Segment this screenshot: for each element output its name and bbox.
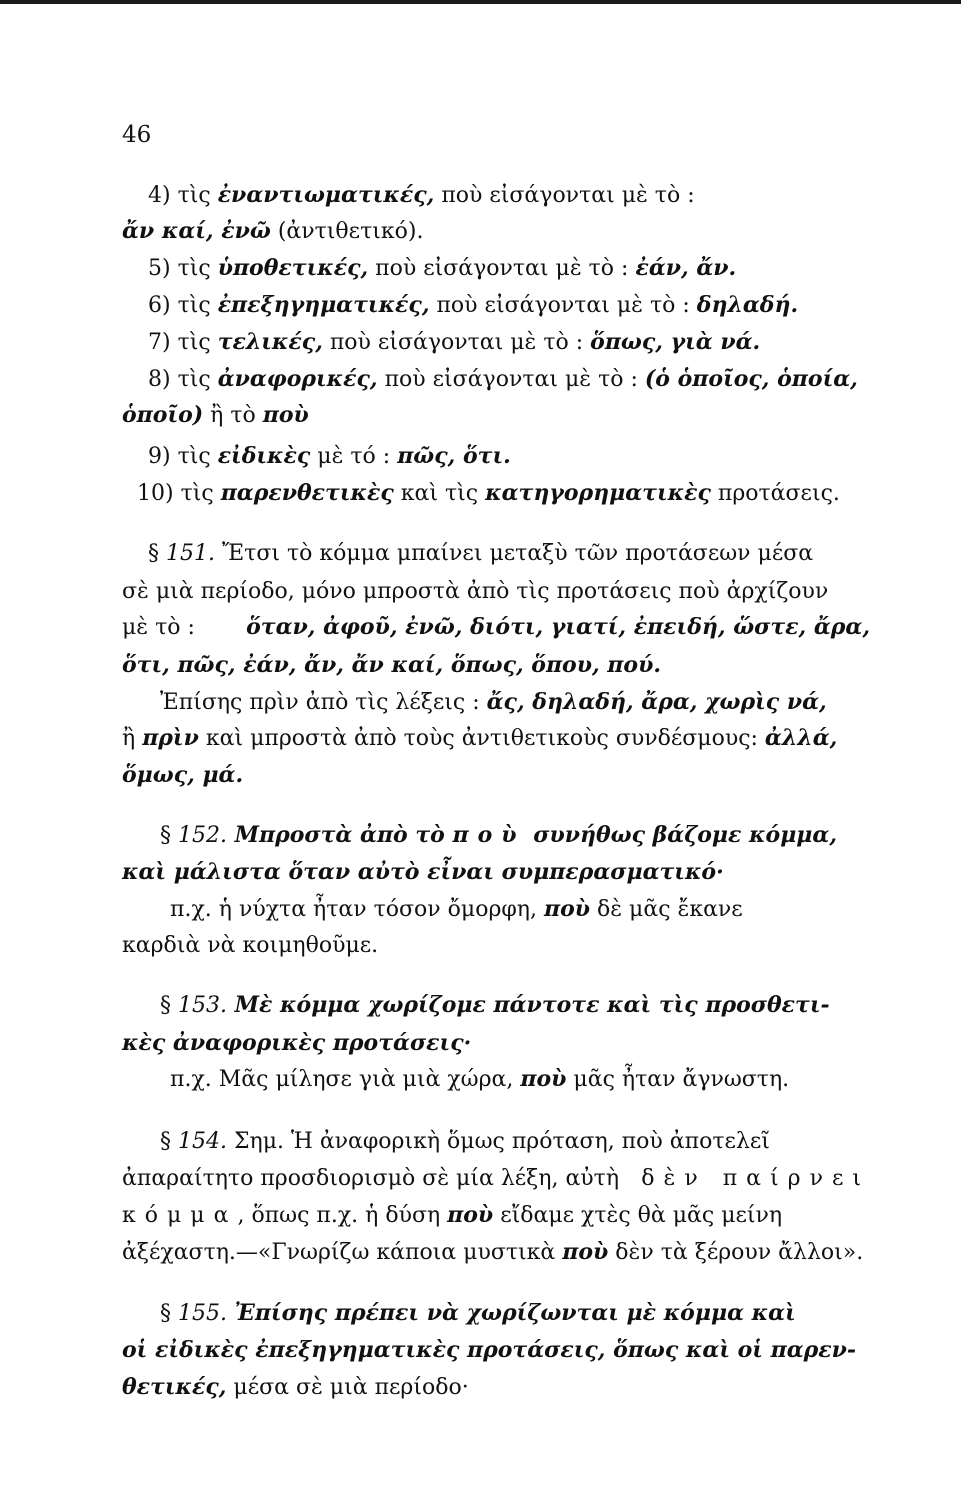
line-18: καὶ μάλιστα ὅταν αὐτὸ εἶναι συμπερασματικό·	[122, 859, 724, 885]
line-11: σὲ μιὰ περίοδο, μόνο μπροστὰ ἀπὸ τὶς προτάσεις ποὺ ἀρχίζουν	[122, 579, 829, 604]
line-12: μὲ τὸ : ὅταν, ἀφοῦ, ἐνῶ, διότι, γιατί, ἐπειδή, ὥστε, ἄρα,	[122, 614, 870, 640]
line-29: οἱ εἰδικὲς ἐπεξηγηματικὲς προτάσεις, ὅπως καὶ οἱ παρεν-	[122, 1337, 857, 1363]
line-26: κόμμα, ὅπως π.χ. ἡ δύση ποὺ εἴδαμε χτὲς θὰ μᾶς μείνη	[122, 1202, 783, 1228]
line-15: ἢ πρὶν καὶ μπροστὰ ἀπὸ τοὺς ἀντιθετικοὺς συνδέσμους: ἀλλά,	[122, 725, 838, 751]
line-2: ἄν καί, ἐνῶ (ἀντιθετικό).	[122, 218, 424, 244]
line-4: 6) τὶς ἐπεξηγηματικές, ποὺ εἰσάγονται μὲ τὸ : δηλαδή.	[148, 292, 799, 318]
page-top-edge	[0, 0, 961, 4]
line-23: π.χ. Μᾶς μίλησε γιὰ μιὰ χώρα, ποὺ μᾶς ἦταν ἄγνωστη.	[170, 1066, 790, 1092]
line-30: θετικές, μέσα σὲ μιὰ περίοδο·	[122, 1374, 469, 1400]
line-1: 4) τὶς ἐναντιωματικές, ποὺ εἰσάγονται μὲ τὸ :	[148, 182, 695, 208]
section-155-heading: § 155. Ἐπίσης πρέπει νὰ χωρίζωνται μὲ κόμμα καὶ	[160, 1300, 796, 1326]
line-6: 8) τὶς ἀναφορικές, ποὺ εἰσάγονται μὲ τὸ : (ὁ ὁποῖος, ὁποία,	[148, 366, 858, 392]
line-8: 9) τὶς εἰδικὲς μὲ τό : πῶς, ὅτι.	[148, 443, 511, 469]
line-9: 10) τὶς παρενθετικὲς καὶ τὶς κατηγορηματικὲς προτάσεις.	[137, 480, 840, 506]
line-22: κὲς ἀναφορικὲς προτάσεις·	[122, 1030, 472, 1056]
line-16: ὅμως, μά.	[122, 762, 244, 788]
line-3: 5) τὶς ὑποθετικές, ποὺ εἰσάγονται μὲ τὸ : ἐάν, ἄν.	[148, 255, 737, 281]
section-154-heading: § 154. Σημ. Ἡ ἀναφορικὴ ὅμως πρόταση, ποὺ ἀποτελεῖ	[160, 1129, 770, 1154]
line-7: ὁποῖο) ἢ τὸ ποὺ	[122, 402, 309, 428]
line-19: π.χ. ἡ νύχτα ἦταν τόσον ὄμορφη, ποὺ δὲ μᾶς ἔκανε	[170, 896, 743, 922]
line-14: Ἐπίσης πρὶν ἀπὸ τὶς λέξεις : ἄς, δηλαδή, ἄρα, χωρὶς νά,	[160, 689, 827, 715]
line-13: ὅτι, πῶς, ἐάν, ἄν, ἄν καί, ὅπως, ὅπου, πού.	[122, 652, 662, 678]
line-25: ἀπαραίτητο προσδιορισμὸ σὲ μία λέξη, αὐτὴ δὲν παίρνει	[122, 1166, 870, 1191]
line-20: καρδιὰ νὰ κοιμηθοῦμε.	[122, 933, 379, 958]
section-151-heading: § 151. Ἔτσι τὸ κόμμα μπαίνει μεταξὺ τῶν προτάσεων μέσα	[148, 541, 814, 566]
page-number: 46	[122, 122, 152, 148]
section-152-heading: § 152. Μπροστὰ ἀπὸ τὸ ποὺ συνήθως βάζομε κόμμα,	[160, 822, 837, 848]
line-5: 7) τὶς τελικές, ποὺ εἰσάγονται μὲ τὸ : ὅπως, γιὰ νά.	[148, 329, 761, 355]
line-27: ἀξέχαστη.—«Γνωρίζω κάποια μυστικὰ ποὺ δὲν τὰ ξέρουν ἄλλοι».	[122, 1239, 864, 1265]
section-153-heading: § 153. Μὲ κόμμα χωρίζομε πάντοτε καὶ τὶς προσθετι-	[160, 992, 830, 1018]
